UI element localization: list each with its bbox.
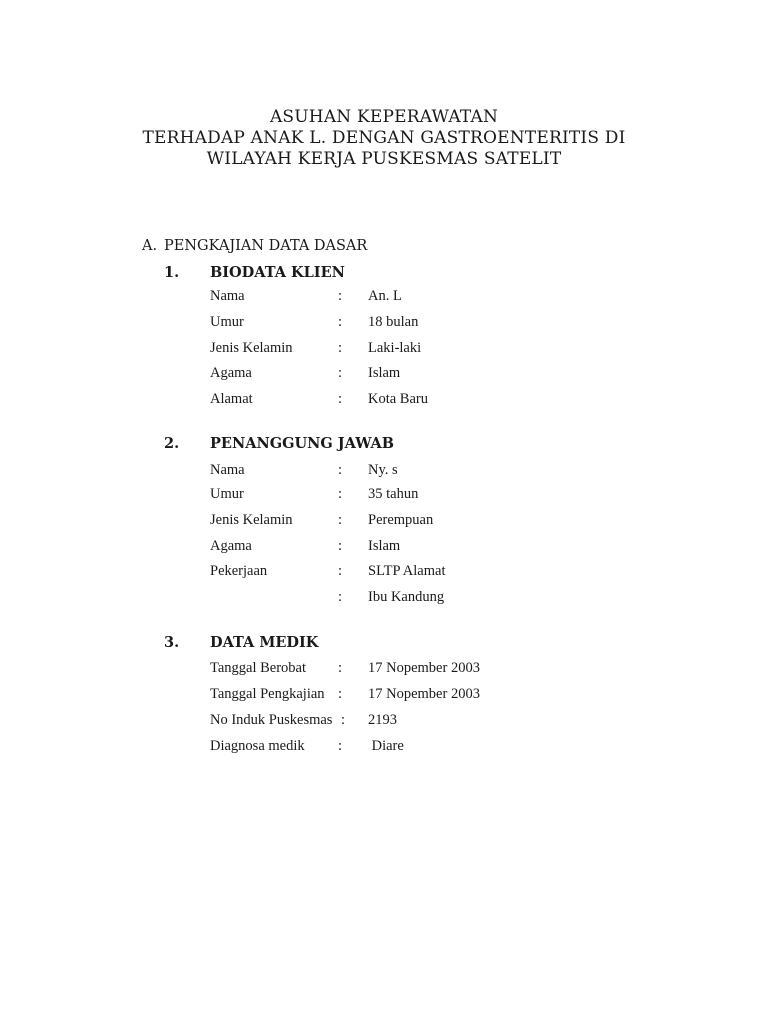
field-colon: : (338, 314, 343, 330)
field-value: 18 bulan (368, 314, 419, 330)
field-value: Perempuan (368, 512, 434, 528)
field-label: Pekerjaan (210, 563, 268, 579)
field-label: Diagnosa medik (210, 738, 305, 754)
biodata-label: BIODATA KLIEN (210, 264, 345, 281)
section-letter: A. (142, 238, 158, 254)
field-value: Ny. s (368, 462, 398, 478)
field-label: Jenis Kelamin (210, 340, 293, 356)
biodata-number: 1. (164, 264, 180, 281)
title-line-2: TERHADAP ANAK L. DENGAN GASTROENTERITIS DI (142, 128, 626, 148)
field-value: Islam (368, 365, 401, 381)
field-colon: : (338, 486, 343, 502)
field-label: Nama (210, 462, 245, 478)
field-colon: : (338, 288, 343, 304)
biodata-row-nama (210, 288, 610, 308)
field-value: Diare (368, 738, 404, 754)
field-colon: : (338, 365, 343, 381)
penanggung-row-nama (210, 462, 610, 482)
field-colon: : (338, 462, 343, 478)
field-label: Umur (210, 486, 244, 502)
field-label: Tanggal Berobat (210, 660, 307, 676)
biodata-row-jenis-kelamin (210, 340, 610, 360)
medik-row-tanggal-berobat (210, 660, 610, 680)
field-value: Kota Baru (368, 391, 428, 407)
medik-number: 3. (164, 634, 180, 651)
field-colon: : (338, 391, 343, 407)
penanggung-row-relation (210, 589, 610, 609)
field-value: SLTP Alamat (368, 563, 446, 579)
field-colon: : (338, 563, 343, 579)
biodata-row-alamat (210, 391, 610, 411)
penanggung-row-umur (210, 486, 610, 506)
medik-label: DATA MEDIK (210, 634, 319, 651)
title-line-1: ASUHAN KEPERAWATAN (269, 107, 499, 127)
title-line-3: WILAYAH KERJA PUSKESMAS SATELIT (206, 149, 562, 169)
penanggung-label: PENANGGUNG JAWAB (210, 435, 395, 452)
medik-row-diagnosa (210, 738, 610, 758)
field-colon: : (338, 589, 343, 605)
section-heading-a (142, 238, 367, 254)
field-label: Alamat (210, 391, 253, 407)
field-label: Agama (210, 365, 252, 381)
field-colon: : (338, 738, 343, 754)
field-value: 17 Nopember 2003 (368, 686, 480, 702)
field-colon: : (338, 538, 343, 554)
field-colon: : (338, 660, 343, 676)
field-value: 17 Nopember 2003 (368, 660, 480, 676)
field-value: An. L (368, 288, 402, 304)
field-label: No Induk Puskesmas (210, 712, 333, 728)
field-label: Umur (210, 314, 244, 330)
penanggung-row-jenis-kelamin (210, 512, 610, 532)
field-label: Tanggal Pengkajian (210, 686, 325, 702)
field-label: Agama (210, 538, 252, 554)
field-value: Laki-laki (368, 340, 422, 356)
penanggung-number: 2. (164, 435, 180, 452)
field-value: 35 tahun (368, 486, 419, 502)
field-label: Nama (210, 288, 245, 304)
field-colon: : (338, 686, 343, 702)
field-colon: : (341, 712, 346, 728)
field-value: Ibu Kandung (368, 589, 445, 605)
field-colon: : (338, 512, 343, 528)
biodata-row-agama (210, 365, 610, 385)
field-colon: : (338, 340, 343, 356)
document-title (0, 107, 768, 170)
medik-row-no-induk (210, 712, 610, 732)
field-label: Jenis Kelamin (210, 512, 293, 528)
biodata-row-umur (210, 314, 610, 334)
field-value: 2193 (368, 712, 397, 728)
penanggung-row-agama (210, 538, 610, 558)
field-value: Islam (368, 538, 401, 554)
penanggung-row-pekerjaan (210, 563, 610, 583)
section-label: PENGKAJIAN DATA DASAR (164, 238, 368, 254)
medik-row-tanggal-pengkajian (210, 686, 610, 706)
